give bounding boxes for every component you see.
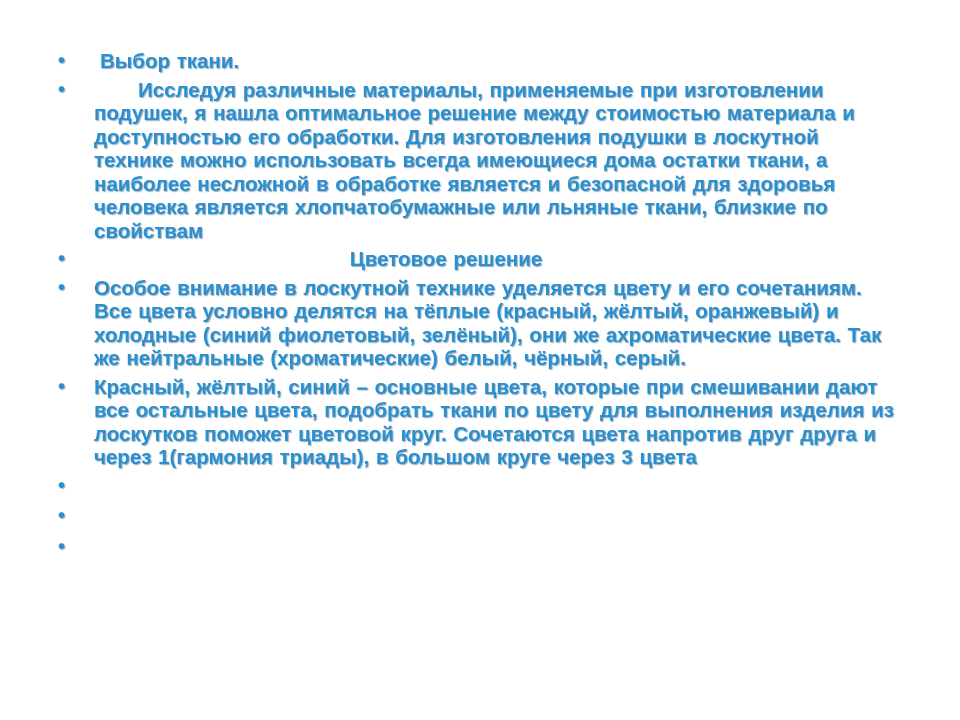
bullet-icon: •	[58, 474, 66, 497]
materials-paragraph: Исследуя различные материалы, применяемые при изготовлении подушек, я нашла оптимальное решение между стоимостью материала и доступностью его обработки. Для изготовления подушки в лоскутной технике можно использовать всегда имеющиеся дома остатки ткани, а наиболее несложной в обработке является и безопасной для здоровья человека является хлопчатобумажные или льняные ткани, близкие по свойствам	[94, 78, 855, 243]
bullet-icon: •	[58, 535, 66, 558]
color-attention-paragraph: Особое внимание в лоскутной технике уделяется цвету и его сочетаниям. Все цвета условно делятся на тёплые (красный, жёлтый, оранжевый) и холодные (синий фиолетовый, зелёный), они же ахроматические цвета. Так же нейтральные (хроматические) белый, чёрный, серый.	[94, 276, 882, 370]
bullet-item-empty-3	[58, 536, 898, 560]
bullet-item-primary-colors	[58, 376, 898, 470]
bullet-icon: •	[58, 50, 66, 72]
bullet-item-color-heading	[58, 248, 898, 272]
color-solution-heading: Цветовое решение	[349, 248, 543, 271]
primary-colors-paragraph: Красный, жёлтый, синий – основные цвета, которые при смешивании дают все остальные цвета, подобрать ткани по цвету для выполнения изделия из лоскутков поможет цветовой круг. Сочетаются цвета напротив друг друга и через 1(гармония триады), в большом круге через 3 цвета	[94, 375, 894, 469]
fabric-choice-heading: Выбор ткани.	[100, 50, 240, 73]
bullet-item-materials	[58, 79, 898, 244]
bullet-item-color-attention	[58, 277, 898, 371]
bullet-item-empty-2	[58, 505, 898, 529]
bullet-item-fabric-choice	[58, 50, 898, 74]
bullet-item-empty-1	[58, 475, 898, 499]
bullet-icon: •	[58, 276, 66, 299]
bullet-icon: •	[58, 248, 66, 270]
bullet-icon: •	[58, 375, 66, 398]
bullet-icon: •	[58, 78, 66, 101]
bullet-list	[58, 50, 898, 566]
bullet-icon: •	[58, 505, 66, 527]
